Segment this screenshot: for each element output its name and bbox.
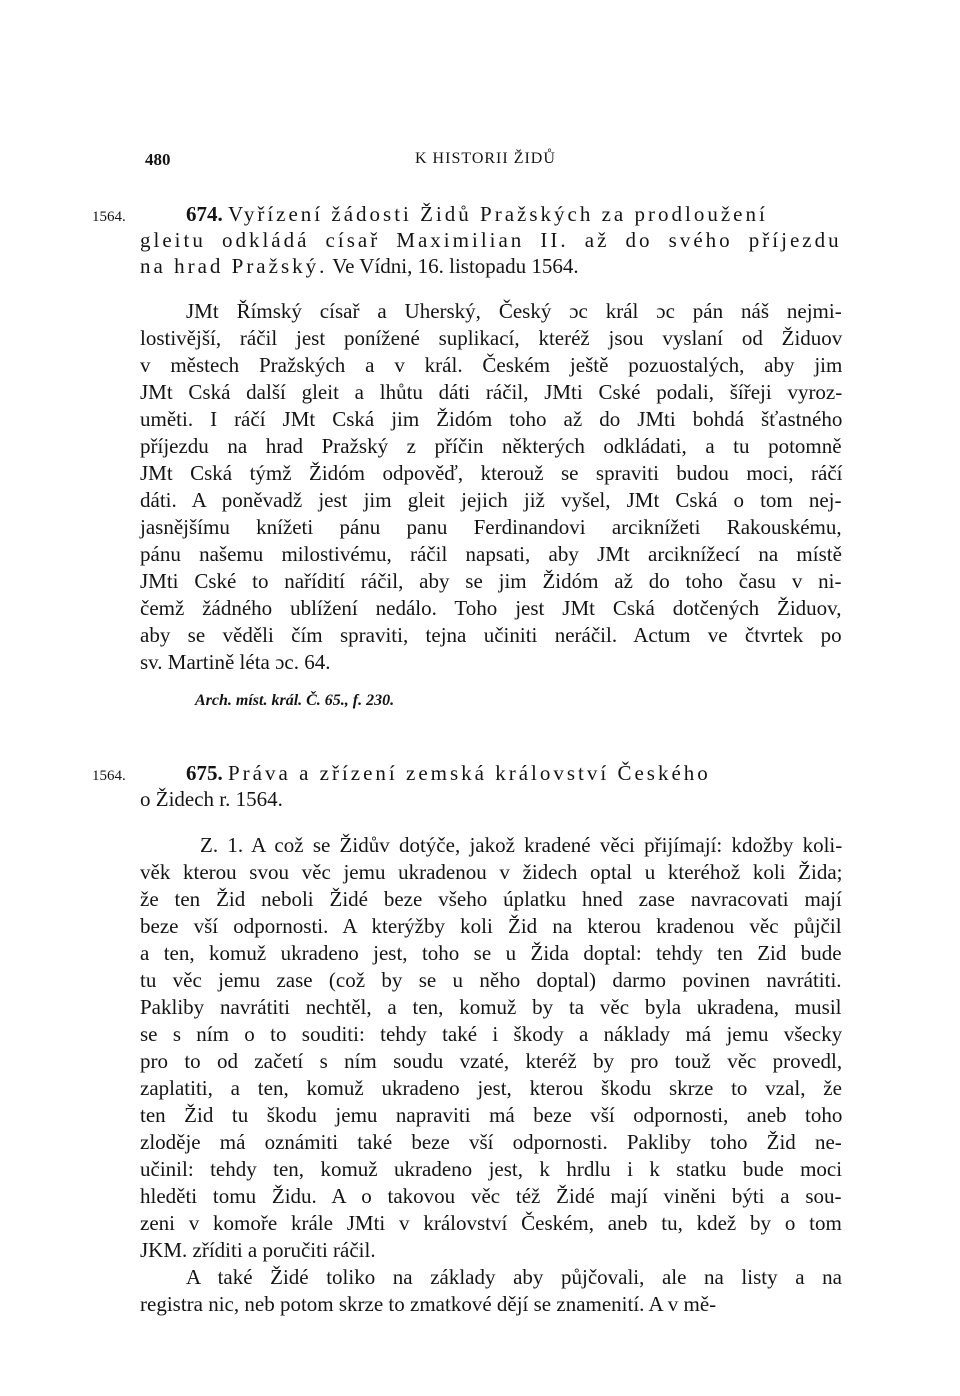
- doc675-body-line: hleděti tomu Židu. A o takovou věc též Židé mají viněni býti a sou-: [140, 1184, 842, 1208]
- doc674-body-line: JMt Cská týmž Židóm odpověď, kterouž se spraviti budou moci, ráčí: [140, 461, 843, 485]
- doc675-title-line: [186, 760, 711, 786]
- doc675-body-line: se s ním o to souditi: tehdy také i škody a náklady má jemu všecky: [140, 1022, 843, 1046]
- doc674-title-2: gleitu odkládá císař Maximilian II. až do svého příjezdu: [140, 228, 842, 252]
- doc675-body-line: zloděje má oznámiti také beze vší odpornosti. Pakliby toho Žid ne-: [140, 1130, 842, 1154]
- doc675-body-line: věk kterou svou věc jemu ukradenou v židech optal u kteréhož koli Žida;: [140, 860, 843, 884]
- doc674-title-line-3: [140, 253, 579, 279]
- doc674-date: Ve Vídni, 16. listopadu 1564.: [332, 254, 579, 278]
- doc675-number: 675.: [186, 761, 223, 785]
- doc675-body-line: učinil: tehdy ten, komuž ukradeno jest, k hrdlu i k statku bude moci: [140, 1157, 843, 1181]
- doc674-body-line: dáti. A poněvadž jest jim gleit jejich již vyšel, JMt Cská o tom nej-: [140, 488, 842, 512]
- doc674-body-line: pánu našemu milostivému, ráčil napsati, aby JMt arciknížecí na místě: [140, 542, 842, 566]
- doc675-body-line: registra nic, neb potom skrze to zmatkové dějí se znamenití. A v mě-: [140, 1292, 717, 1316]
- doc674-body-line: jasnějšímu knížeti pánu panu Ferdinandovi arciknížeti Rakouskému,: [140, 515, 842, 539]
- doc675-body-line: ten Žid tu škodu jemu napraviti má beze vší odpornosti, aneb toho: [140, 1103, 843, 1127]
- doc674-title-3: na hrad Pražský.: [140, 254, 328, 278]
- doc675-body-line: že ten Žid neboli Židé beze všeho úplatku hned zase navracovati mají: [140, 887, 842, 911]
- doc674-body-line: sv. Martině léta ɔc. 64.: [140, 650, 331, 674]
- doc675-body-line: tu věc jemu zase (což by se u něho doptal) darmo povinen navrátiti.: [140, 968, 842, 992]
- doc674-body-line: uměti. I ráčí JMt Cská jim Židóm toho až do JMti bohdá šťastného: [140, 407, 843, 431]
- doc674-body-line: aby se věděli čím spraviti, tejna učiniti neráčil. Actum ve čtvrtek po: [140, 623, 842, 647]
- doc675-year: 1564.: [92, 768, 126, 784]
- doc675-body-line: A také Židé toliko na základy aby půjčovali, ale na listy a na: [186, 1265, 842, 1289]
- doc675-body-line: beze vší odpornosti. A kterýžby koli Žid na kterou kradenou věc půjčil: [140, 914, 842, 938]
- running-head: K HISTORII ŽIDŮ: [415, 150, 556, 167]
- doc674-body-line: příjezdu na hrad Pražský z příčin některých odkládati, a tu potomně: [140, 434, 842, 458]
- doc674-body-line: JMt Římský císař a Uherský, Český ɔc král ɔc pán náš nejmi-: [186, 299, 842, 323]
- doc674-body-line: lostivější, ráčil jest ponížené suplikací, kteréž jsou vyslaní od Židuov: [140, 326, 843, 350]
- doc675-title-2: o Židech r. 1564.: [140, 787, 283, 811]
- doc674-title-1: Vyřízení žádosti Židů Pražských za prodloužení: [228, 202, 768, 226]
- doc675-body-line: a ten, komuž ukradeno jest, toho se u Žida doptal: tehdy ten Zid bude: [140, 941, 842, 965]
- doc675-body-line: Pakliby navrátiti nechtěl, a ten, komuž by ta věc byla ukradena, musil: [140, 995, 842, 1019]
- doc675-body-line: Z. 1. A což se Židův dotýče, jakož kradené věci přijímají: kdožby koli-: [200, 833, 843, 857]
- doc674-year: 1564.: [92, 209, 126, 225]
- doc675-body-line: pro to od začetí s ním soudu vzaté, kteréž by pro touž věc provedl,: [140, 1049, 843, 1073]
- doc675-title-1: Práva a zřízení zemská království Českého: [228, 761, 711, 785]
- doc674-body-line: čemž žádného ublížení nedálo. Toho jest JMt Cská dotčených Židuov,: [140, 596, 842, 620]
- doc674-body-line: JMt Cská další gleit a lhůtu dáti ráčil, JMti Cské podali, šířeji vyroz-: [140, 380, 843, 404]
- doc674-body-line: v městech Pražských a v král. Českém ještě pozuostalých, aby jim: [140, 353, 843, 377]
- doc675-body-line: zeni v komoře krále JMti v království Českém, aneb tu, kdež by o tom: [140, 1211, 842, 1235]
- doc674-title-line: [186, 201, 846, 227]
- doc675-body-line: zaplatiti, a ten, komuž ukradeno jest, kterou škodu skrze to vzal, že: [140, 1076, 842, 1100]
- doc674-body-line: JMti Cské to nařídití ráčil, aby se jim Židóm až do toho času v ni-: [140, 569, 842, 593]
- doc674-source: Arch. míst. král. Č. 65., f. 230.: [195, 692, 395, 709]
- doc674-number: 674.: [186, 202, 223, 226]
- doc675-body-line: JKM. zříditi a poručiti ráčil.: [140, 1238, 376, 1262]
- page-number: 480: [145, 150, 171, 169]
